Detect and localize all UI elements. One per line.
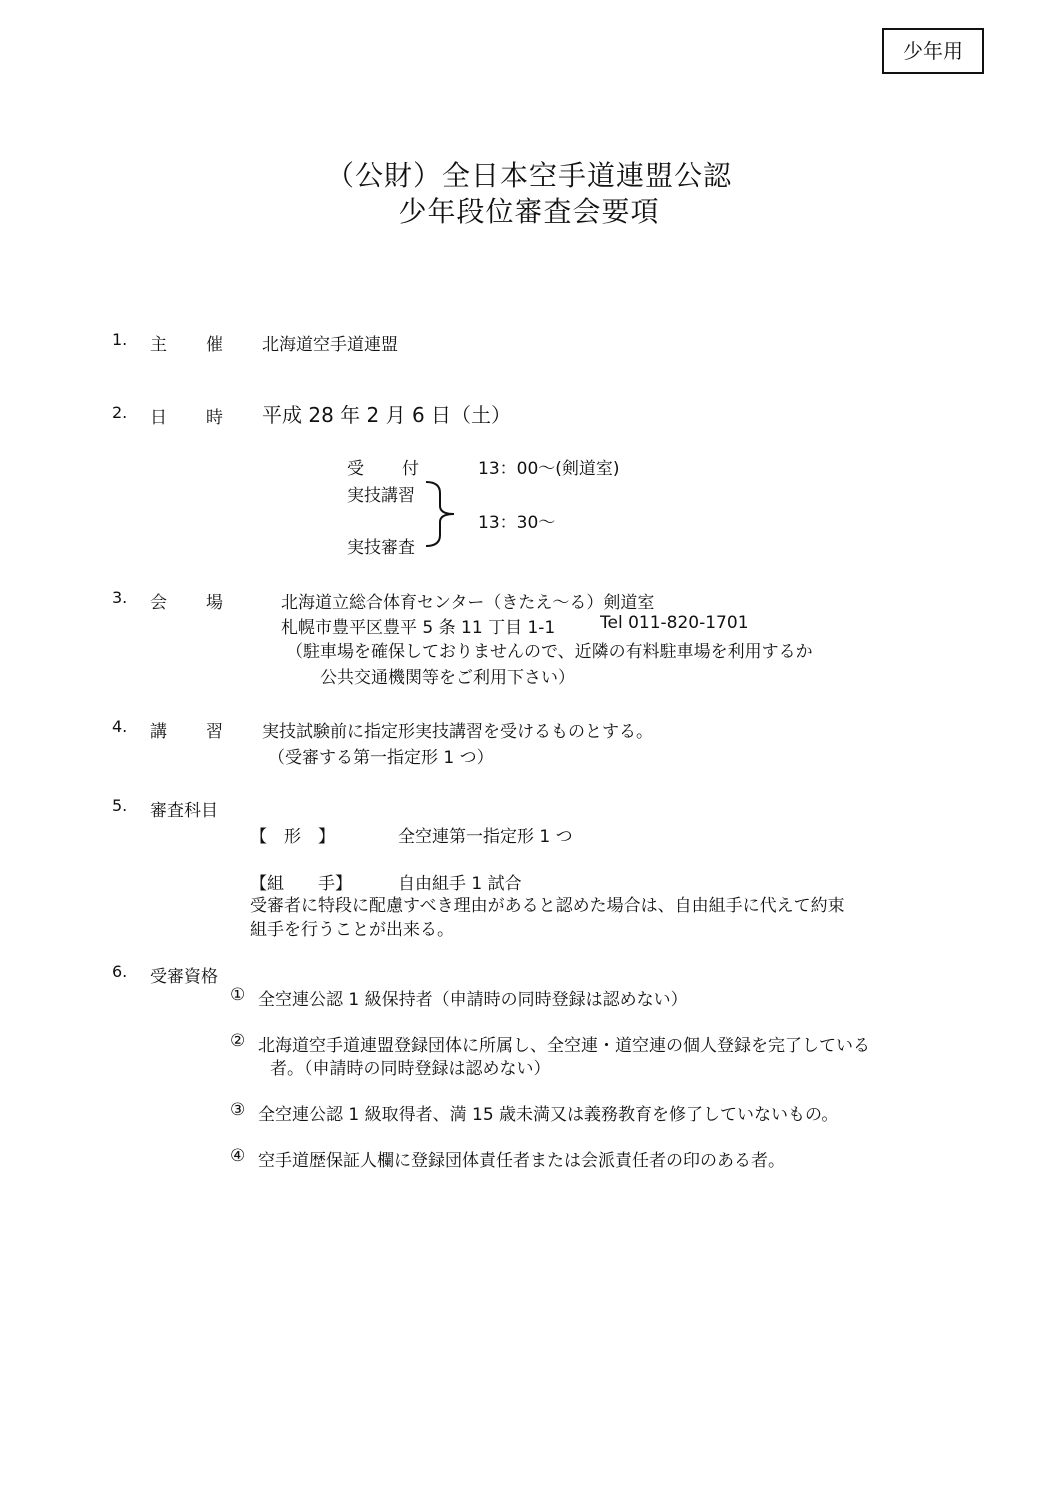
reception-time: 13：00～(剣道室) (478, 459, 620, 479)
curly-brace (424, 479, 458, 549)
section-4-number: 4. (112, 717, 128, 736)
document-title-line1: （公財）全日本空手道連盟公認 (325, 159, 732, 192)
parking-note-line1: （駐車場を確保しておりませんので、近隣の有料駐車場を利用するか (286, 642, 813, 662)
lecture-content: 実技試験前に指定形実技講習を受けるものとする。 (262, 722, 653, 742)
section-3-heading-a: 会 (150, 593, 167, 613)
document-title-line2: 少年段位審査会要項 (398, 195, 660, 228)
qualification-mark-2: ② (230, 1031, 246, 1051)
kumite-note-line2: 組手を行うことが出来る。 (250, 920, 454, 940)
kumite-content: 自由組手 1 試合 (398, 874, 522, 894)
exam-label: 実技審査 (347, 538, 415, 558)
section-3-heading-b: 場 (206, 593, 223, 613)
venue-name: 北海道立総合体育センター（きたえ～る）剣道室 (281, 593, 655, 613)
section-1-heading-b: 催 (206, 335, 223, 355)
qualification-text-4: 空手道歴保証人欄に登録団体責任者または会派責任者の印のある者。 (258, 1151, 785, 1171)
reception-label-b: 付 (402, 459, 419, 479)
qualification-mark-3: ③ (230, 1100, 246, 1120)
section-2-number: 2. (112, 403, 128, 422)
parking-note-line2: 公共交通機関等をご利用下さい） (320, 668, 575, 688)
qualification-mark-4: ④ (230, 1146, 246, 1166)
lecture-note: （受審する第一指定形 1 つ） (268, 748, 494, 768)
kata-label: 【 形 】 (250, 827, 335, 847)
venue-address: 札幌市豊平区豊平 5 条 11 丁目 1-1 (281, 618, 556, 638)
section-1-heading-a: 主 (150, 335, 167, 355)
section-4-heading-a: 講 (150, 722, 167, 742)
qualification-text-2: 北海道空手道連盟登録団体に所属し、全空連・道空連の個人登録を完了している (258, 1036, 870, 1056)
section-3-number: 3. (112, 588, 128, 607)
qualification-text-1: 全空連公認 1 級保持者（申請時の同時登録は認めない） (258, 990, 688, 1010)
section-4-heading-b: 習 (206, 722, 223, 742)
category-badge: 少年用 (882, 28, 984, 74)
section-1-number: 1. (112, 330, 128, 349)
qualification-text-2-cont: 者。（申請時の同時登録は認めない） (270, 1059, 551, 1079)
section-2-heading-a: 日 (150, 408, 167, 428)
section-6-heading: 受審資格 (150, 967, 218, 987)
qualification-text-3: 全空連公認 1 級取得者、満 15 歳未満又は義務教育を修了していないもの。 (258, 1105, 839, 1125)
section-5-number: 5. (112, 796, 128, 815)
kumite-label: 【組 手】 (250, 874, 352, 894)
section-2-date: 平成 28 年 2 月 6 日（土） (262, 403, 512, 427)
section-2-heading-b: 時 (206, 408, 223, 428)
reception-label-a: 受 (347, 459, 364, 479)
lecture-exam-time: 13：30～ (478, 513, 556, 533)
venue-tel: Tel 011-820-1701 (600, 613, 749, 633)
lecture-label: 実技講習 (347, 486, 415, 506)
section-6-number: 6. (112, 962, 128, 981)
kata-content: 全空連第一指定形 1 つ (398, 827, 573, 847)
qualification-mark-1: ① (230, 985, 246, 1005)
section-1-content: 北海道空手道連盟 (262, 335, 398, 355)
section-5-heading: 審査科目 (150, 801, 218, 821)
kumite-note-line1: 受審者に特段に配慮すべき理由があると認めた場合は、自由組手に代えて約束 (250, 896, 845, 916)
